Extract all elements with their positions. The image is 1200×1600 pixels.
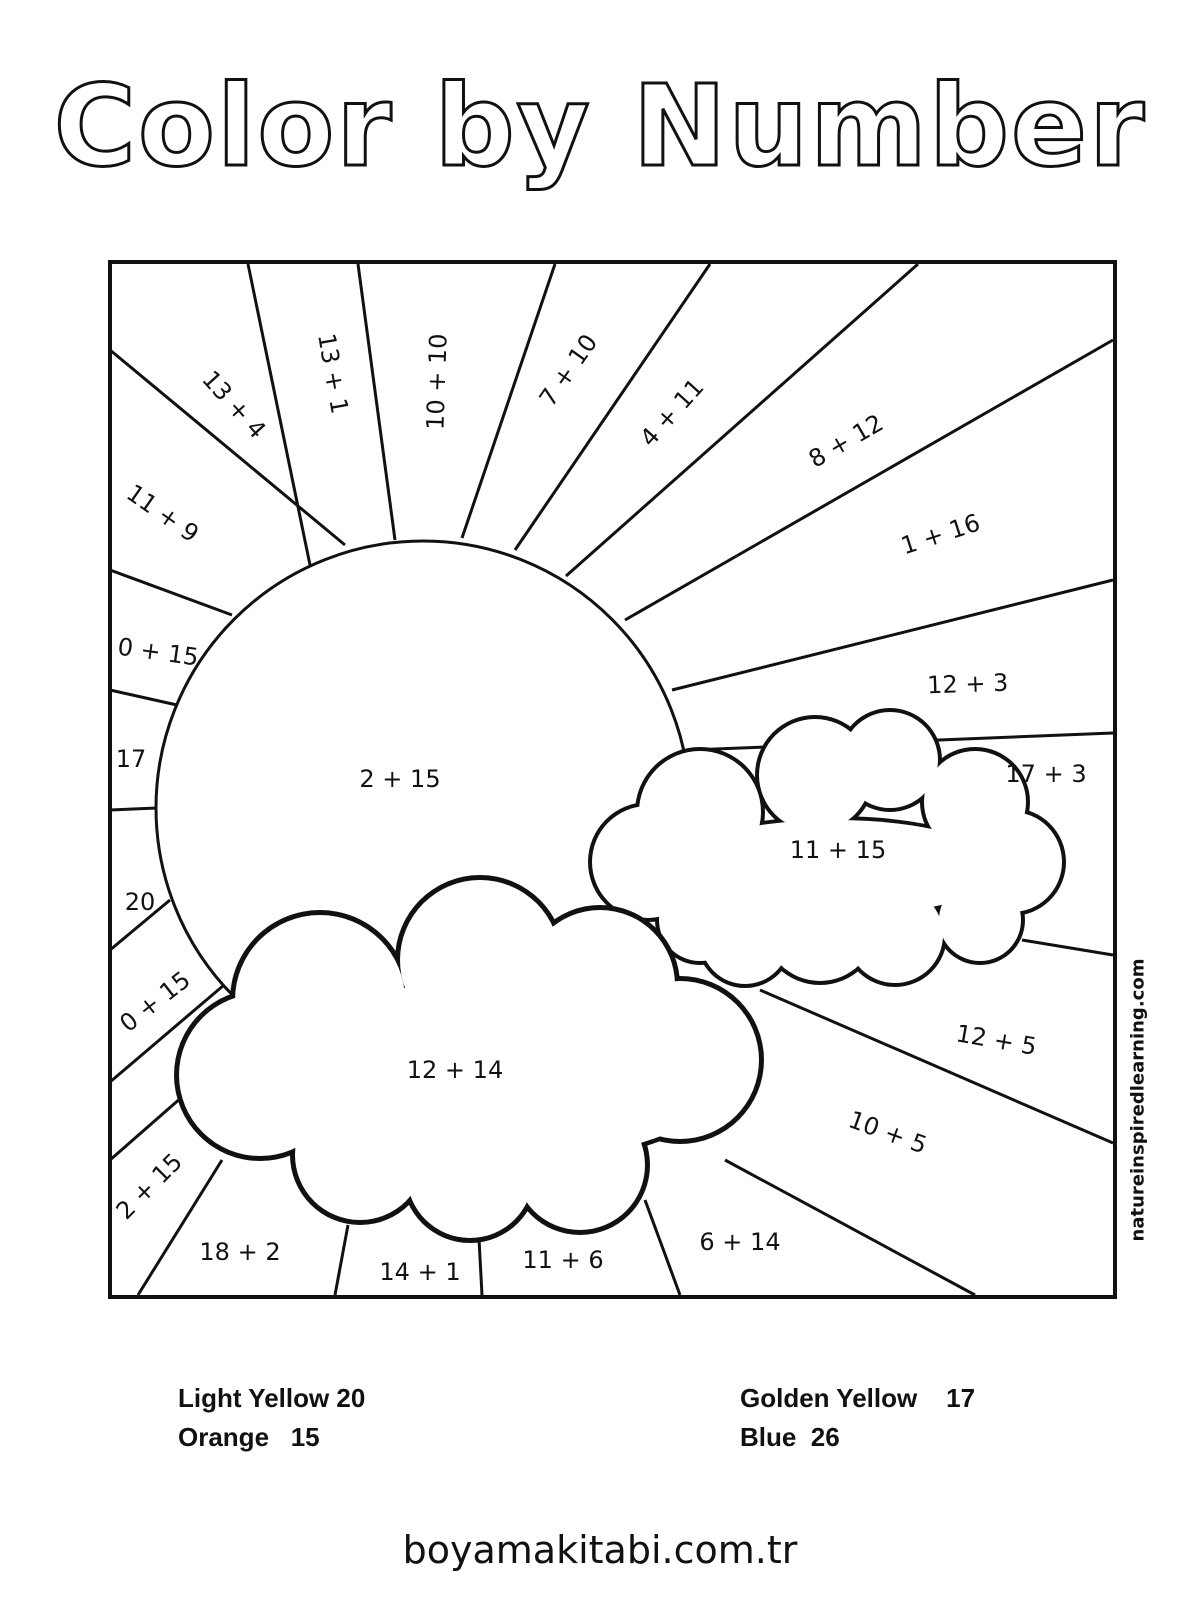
ray-label: 20 <box>124 888 156 916</box>
ray-label: 17 <box>115 745 147 773</box>
ray-label: 17 + 3 <box>1005 760 1087 788</box>
ray-label: 12 + 5 <box>953 1019 1039 1061</box>
ray-label: 8 + 12 <box>803 408 889 474</box>
footer-site: boyamakitabi.com.tr <box>402 1528 798 1572</box>
sun-label: 2 + 15 <box>359 765 441 793</box>
ray-label: 12 + 3 <box>926 668 1009 700</box>
ray-label: 2 + 15 <box>110 1147 188 1225</box>
ray-label: 4 + 11 <box>634 373 710 453</box>
ray-label: 10 + 5 <box>844 1105 931 1160</box>
ray-label: 6 + 14 <box>699 1228 781 1256</box>
key-golden-yellow: Golden Yellow 17 <box>740 1383 976 1413</box>
ray-label: 0 + 15 <box>115 632 201 672</box>
ray-label: 13 + 4 <box>196 365 272 445</box>
ray-label: 11 + 9 <box>121 478 204 549</box>
ray-label: 14 + 1 <box>379 1258 461 1286</box>
watermark: natureinspiredlearning.com <box>1127 958 1149 1242</box>
ray-label: 13 + 1 <box>312 331 354 417</box>
big-cloud-label: 12 + 14 <box>406 1056 504 1084</box>
small-cloud-label: 11 + 15 <box>789 836 887 864</box>
key-light-yellow: Light Yellow 20 <box>178 1383 366 1413</box>
ray-label: 11 + 6 <box>522 1246 604 1274</box>
ray-label: 0 + 15 <box>114 965 196 1038</box>
key-blue: Blue 26 <box>740 1422 840 1452</box>
ray-label: 10 + 10 <box>421 333 453 431</box>
ray-label: 18 + 2 <box>199 1238 281 1266</box>
ray-label: 7 + 10 <box>533 329 604 412</box>
key-orange: Orange 15 <box>178 1422 320 1452</box>
page-title: Color by Number <box>53 62 1147 192</box>
ray-label: 1 + 16 <box>897 508 984 561</box>
